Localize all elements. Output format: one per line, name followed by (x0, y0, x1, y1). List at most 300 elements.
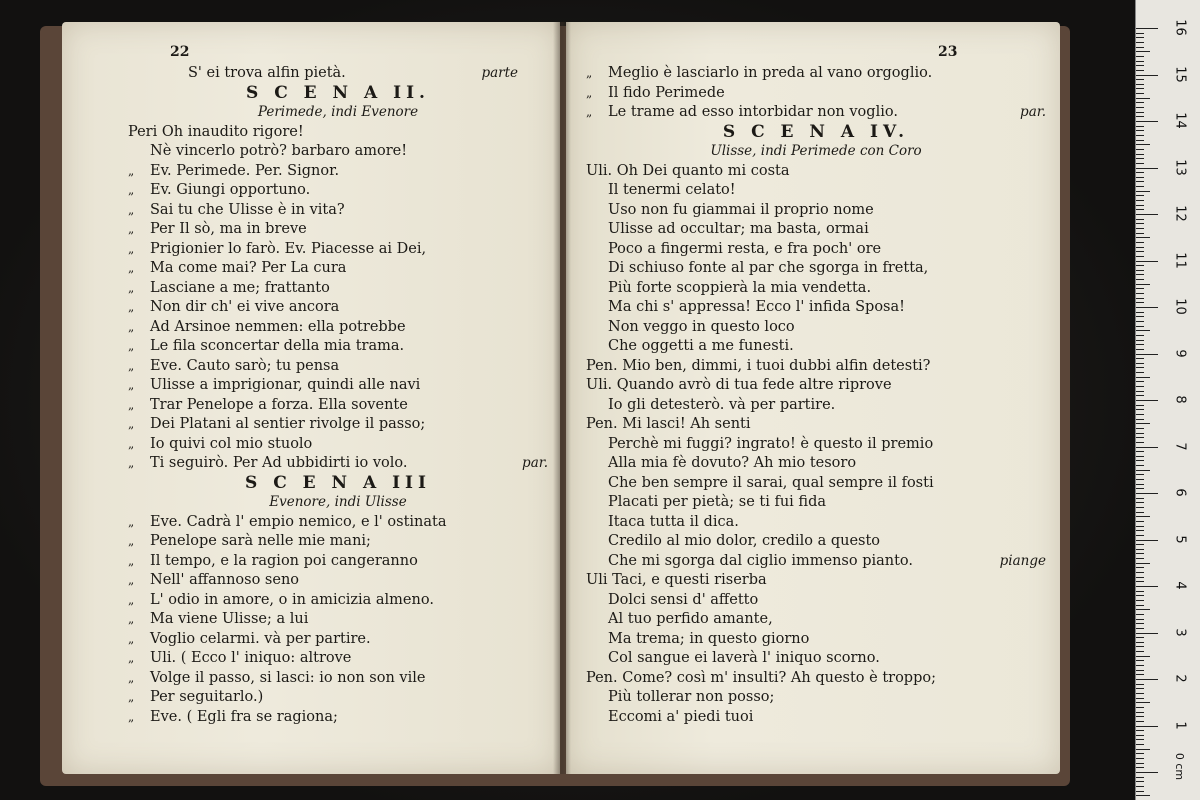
quote-mark: „ (586, 85, 593, 100)
line-text: Nell' affannoso seno (150, 572, 300, 588)
text-line (128, 552, 548, 572)
line-text: Perimede, indi Evenore (257, 104, 419, 120)
text-line (586, 688, 1046, 708)
scene-heading (128, 474, 548, 494)
text-line (586, 103, 1046, 123)
ruler-number: 15 (1172, 65, 1188, 83)
text-line (586, 318, 1046, 338)
line-text: Voglio celarmi. và per partire. (150, 630, 371, 647)
ruler-tick (1136, 749, 1150, 750)
ruler-tick (1136, 214, 1158, 215)
ruler-tick (1136, 98, 1150, 99)
text-line (586, 610, 1046, 630)
text-line (128, 513, 548, 533)
ruler-tick (1136, 340, 1144, 341)
ruler-tick (1136, 163, 1144, 164)
ruler-tick (1136, 423, 1150, 424)
line-text: Alla mia fè dovuto? Ah mio tesoro (608, 455, 857, 471)
ruler-tick (1136, 465, 1144, 466)
ruler-tick (1136, 247, 1144, 248)
ruler-tick (1136, 335, 1144, 336)
ruler-tick (1136, 205, 1144, 206)
ruler-tick (1136, 712, 1144, 713)
line-text: Il tenermi celato! (608, 182, 736, 198)
ruler-tick (1136, 488, 1144, 489)
ruler-number: 4 (1172, 581, 1188, 590)
ruler-tick (1136, 665, 1144, 666)
ruler-tick (1136, 219, 1144, 220)
ruler-tick (1136, 651, 1144, 652)
ruler-tick (1136, 493, 1158, 494)
text-line (128, 181, 548, 201)
line-text: Dei Platani al sentier rivolge il passo; (150, 416, 426, 432)
quote-mark: „ (128, 534, 135, 548)
text-line (586, 298, 1046, 318)
text-line (586, 630, 1046, 650)
ruler-tick (1136, 316, 1144, 317)
ruler-tick (1136, 540, 1158, 541)
text-line (128, 454, 548, 474)
line-text: Ma chi s' appressa! Ecco l' infida Sposa! (608, 299, 905, 315)
scene-cast (128, 493, 548, 513)
text-line (128, 123, 548, 143)
text-line (586, 435, 1046, 455)
ruler-tick (1136, 735, 1144, 736)
text-line (128, 162, 548, 182)
ruler-tick (1136, 65, 1144, 66)
text-line (128, 688, 548, 708)
text-line (128, 142, 548, 162)
ruler-tick (1136, 186, 1144, 187)
ruler-tick (1136, 637, 1144, 638)
ruler-tick (1136, 535, 1144, 536)
quote-mark: „ (586, 66, 593, 80)
text-line (128, 298, 548, 318)
ruler-tick (1136, 530, 1144, 531)
ruler-tick (1136, 628, 1144, 629)
ruler-tick (1136, 758, 1144, 759)
text-line (128, 708, 548, 728)
line-text: S' ei trova alfin pietà. (188, 65, 346, 81)
line-text: Penelope sarà nelle mie mani; (150, 533, 371, 549)
text-line (128, 337, 548, 357)
measurement-ruler (1135, 0, 1200, 800)
ruler-tick (1136, 512, 1144, 513)
text-line (586, 162, 1046, 182)
scene-cast (586, 142, 1046, 162)
ruler-tick (1136, 288, 1144, 289)
line-text: Trar Penelope a forza. Ella sovente (150, 396, 408, 413)
ruler-tick (1136, 730, 1144, 731)
line-text: Ad Arsinoe nemmen: ella potrebbe (150, 318, 406, 335)
ruler-tick (1136, 400, 1158, 401)
ruler-tick (1136, 484, 1144, 485)
ruler-tick (1136, 237, 1150, 238)
quote-mark: „ (128, 670, 135, 685)
ruler-tick (1136, 395, 1144, 396)
text-line (586, 376, 1046, 396)
ruler-tick (1136, 33, 1144, 34)
line-text: Uli. ( Ecco l' iniquo: altrove (150, 650, 352, 666)
ruler-tick (1136, 460, 1144, 461)
line-text: Evenore, indi Ulisse (269, 494, 407, 510)
text-line (128, 532, 548, 552)
text-line (128, 396, 548, 416)
ruler-tick (1136, 326, 1144, 327)
quote-mark: „ (128, 417, 135, 431)
ruler-tick (1136, 191, 1150, 192)
line-text: Peri Oh inaudito rigore! (128, 123, 304, 140)
line-text: Ulisse a imprigionar, quindi alle navi (150, 377, 421, 393)
ruler-tick (1136, 777, 1144, 778)
quote-mark: „ (128, 261, 135, 275)
line-text: Nè vincerlo potrò? barbaro amore! (150, 143, 408, 159)
ruler-number: 1 (1172, 720, 1188, 730)
line-text: Pen. Come? così m' insulti? Ah questo è troppo; (586, 669, 936, 686)
text-line (128, 630, 548, 650)
ruler-tick (1136, 516, 1150, 517)
scene-heading (586, 123, 1046, 143)
ruler-tick (1136, 470, 1150, 471)
page-number: 23 (938, 44, 958, 60)
text-line (586, 571, 1046, 591)
text-line (128, 64, 548, 84)
ruler-tick (1136, 372, 1144, 373)
ruler-tick (1136, 135, 1144, 136)
text-line (586, 552, 1046, 572)
ruler-tick (1136, 158, 1144, 159)
ruler-tick (1136, 660, 1144, 661)
text-line (586, 669, 1046, 689)
stage-direction: parte (481, 65, 518, 81)
ruler-tick (1136, 674, 1144, 675)
text-line (128, 357, 548, 377)
ruler-tick (1136, 479, 1144, 480)
line-text: Al tuo perfido amante, (608, 611, 773, 627)
ruler-tick (1136, 558, 1144, 559)
quote-mark: „ (128, 163, 135, 178)
ruler-tick (1136, 684, 1144, 685)
ruler-tick (1136, 242, 1144, 243)
ruler-tick (1136, 419, 1144, 420)
ruler-tick (1136, 302, 1144, 303)
quote-mark: „ (128, 300, 135, 314)
ruler-tick (1136, 177, 1144, 178)
line-text: Per seguitarlo.) (150, 689, 264, 705)
ruler-tick (1136, 102, 1144, 103)
ruler-tick (1136, 633, 1158, 634)
line-text: Dolci sensi d' affetto (608, 591, 759, 608)
line-text: Volge il passo, si lasci: io non son vile (150, 669, 426, 686)
ruler-tick (1136, 726, 1158, 727)
quote-mark: „ (128, 612, 135, 626)
ruler-tick (1136, 433, 1144, 434)
ruler-tick (1136, 656, 1150, 657)
ruler-tick (1136, 670, 1144, 671)
ruler-number: 2 (1172, 674, 1188, 683)
ruler-tick (1136, 344, 1144, 345)
text-line (586, 454, 1046, 474)
ruler-tick (1136, 688, 1144, 689)
right-page (566, 22, 1060, 774)
ruler-tick (1136, 544, 1144, 545)
ruler-tick (1136, 679, 1158, 680)
ruler-tick (1136, 409, 1144, 410)
ruler-tick (1136, 93, 1144, 94)
text-line (586, 513, 1046, 533)
text-line (586, 474, 1046, 494)
ruler-tick (1136, 112, 1144, 113)
ruler-tick (1136, 279, 1144, 280)
page-number: 22 (170, 44, 190, 60)
ruler-tick (1136, 605, 1144, 606)
text-line (128, 376, 548, 396)
quote-mark: „ (128, 456, 135, 470)
ruler-tick (1136, 391, 1144, 392)
quote-mark: „ (128, 358, 135, 373)
ruler-unit: 0 cm (1173, 752, 1187, 781)
text-line (128, 415, 548, 435)
text-line (586, 220, 1046, 240)
ruler-number: 9 (1172, 348, 1188, 358)
ruler-tick (1136, 591, 1144, 592)
text-line (128, 279, 548, 299)
ruler-tick (1136, 405, 1144, 406)
text-block (586, 64, 1046, 727)
line-text: S C E N A IV. (722, 122, 910, 142)
quote-mark: „ (128, 436, 135, 451)
line-text: Le fila sconcertar della mia trama. (150, 338, 405, 354)
ruler-tick (1136, 130, 1144, 131)
ruler-number: 14 (1172, 112, 1188, 129)
ruler-tick (1136, 330, 1150, 331)
ruler-tick (1136, 107, 1144, 108)
quote-mark: „ (128, 651, 135, 665)
ruler-tick (1136, 256, 1144, 257)
ruler-tick (1136, 386, 1144, 387)
ruler-tick (1136, 642, 1144, 643)
ruler-tick (1136, 763, 1144, 764)
ruler-tick (1136, 600, 1144, 601)
ruler-tick (1136, 474, 1144, 475)
text-line (586, 357, 1046, 377)
book-gutter (553, 22, 571, 774)
line-text: Lasciane a me; frattanto (150, 279, 330, 296)
text-line (128, 610, 548, 630)
text-line (128, 571, 548, 591)
ruler-tick (1136, 251, 1144, 252)
ruler-tick (1136, 312, 1144, 313)
text-line (128, 220, 548, 240)
line-text: Uli. Quando avrò di tua fede altre riprove (586, 377, 892, 393)
ruler-tick (1136, 572, 1144, 573)
ruler-tick (1136, 233, 1144, 234)
ruler-tick (1136, 377, 1150, 378)
line-text: Meglio è lasciarlo in preda al vano orgoglio. (608, 65, 933, 81)
quote-mark: „ (128, 514, 135, 529)
ruler-tick (1136, 28, 1158, 29)
quote-mark: „ (128, 222, 135, 236)
ruler-number: 13 (1172, 158, 1188, 176)
line-text: Le trame ad esso intorbidar non voglio. (608, 104, 898, 120)
quote-mark: „ (128, 280, 135, 295)
ruler-tick (1136, 707, 1144, 708)
ruler-tick (1136, 507, 1144, 508)
text-line (128, 318, 548, 338)
ruler-tick (1136, 795, 1150, 796)
ruler-tick (1136, 261, 1158, 262)
ruler-number: 10 (1172, 298, 1188, 315)
quote-mark: „ (128, 319, 135, 334)
ruler-tick (1136, 526, 1144, 527)
scene-heading (128, 84, 548, 104)
ruler-tick (1136, 56, 1144, 57)
line-text: Eve. ( Egli fra se ragiona; (150, 708, 338, 725)
text-line (586, 240, 1046, 260)
ruler-tick (1136, 354, 1158, 355)
ruler-tick (1136, 88, 1144, 89)
ruler-tick (1136, 144, 1150, 145)
ruler-tick (1136, 698, 1144, 699)
line-text: Per Il sò, ma in breve (150, 221, 307, 237)
ruler-tick (1136, 358, 1144, 359)
ruler-tick (1136, 284, 1150, 285)
ruler-tick (1136, 149, 1144, 150)
ruler-tick (1136, 753, 1144, 754)
ruler-tick (1136, 61, 1144, 62)
text-line (586, 591, 1046, 611)
text-line (128, 201, 548, 221)
ruler-tick (1136, 367, 1144, 368)
ruler-tick (1136, 307, 1158, 308)
ruler-tick (1136, 428, 1144, 429)
ruler-tick (1136, 140, 1144, 141)
ruler-number: 12 (1172, 205, 1188, 222)
text-line (586, 493, 1046, 513)
ruler-tick (1136, 646, 1144, 647)
ruler-number: 6 (1172, 488, 1188, 497)
ruler-tick (1136, 70, 1144, 71)
ruler-number: 11 (1172, 251, 1188, 269)
ruler-tick (1136, 595, 1144, 596)
line-text: Più forte scoppierà la mia vendetta. (608, 279, 872, 296)
stage-direction: par. (522, 455, 548, 471)
ruler-tick (1136, 781, 1144, 782)
line-text: Itaca tutta il dica. (608, 513, 739, 530)
ruler-tick (1136, 498, 1144, 499)
ruler-tick (1136, 456, 1144, 457)
ruler-tick (1136, 442, 1144, 443)
ruler-tick (1136, 195, 1144, 196)
line-text: Credilo al mio dolor, credilo a questo (608, 533, 881, 549)
ruler-tick (1136, 623, 1144, 624)
ruler-tick (1136, 168, 1158, 169)
ruler-tick (1136, 228, 1144, 229)
ruler-tick (1136, 79, 1144, 80)
ruler-tick (1136, 47, 1144, 48)
ruler-tick (1136, 581, 1144, 582)
line-text: Non dir ch' ei vive ancora (150, 299, 340, 315)
ruler-tick (1136, 721, 1144, 722)
quote-mark: „ (128, 241, 135, 256)
ruler-tick (1136, 270, 1144, 271)
ruler-tick (1136, 567, 1144, 568)
ruler-tick (1136, 293, 1144, 294)
text-line (586, 337, 1046, 357)
ruler-tick (1136, 786, 1144, 787)
ruler-tick (1136, 716, 1144, 717)
ruler-tick (1136, 42, 1144, 43)
ruler-tick (1136, 447, 1158, 448)
ruler-tick (1136, 172, 1144, 173)
ruler-tick (1136, 321, 1144, 322)
stage-direction: par. (1020, 104, 1046, 120)
left-page (62, 22, 560, 774)
line-text: Io quivi col mio stuolo (150, 435, 313, 452)
text-line (128, 591, 548, 611)
quote-mark: „ (128, 339, 135, 353)
ruler-tick (1136, 126, 1144, 127)
line-text: Sai tu che Ulisse è in vita? (150, 201, 345, 218)
ruler-tick (1136, 84, 1144, 85)
quote-mark: „ (128, 183, 135, 197)
quote-mark: „ (128, 592, 135, 607)
line-text: Più tollerar non posso; (608, 689, 775, 705)
ruler-number: 5 (1172, 534, 1188, 544)
ruler-tick (1136, 209, 1144, 210)
text-line (586, 259, 1046, 279)
line-text: Ma viene Ulisse; a lui (150, 611, 309, 627)
ruler-tick (1136, 414, 1144, 415)
ruler-tick (1136, 586, 1158, 587)
line-text: Poco a fingermi resta, e fra poch' ore (608, 240, 882, 257)
ruler-number: 7 (1172, 441, 1188, 451)
text-line (586, 181, 1046, 201)
ruler-tick (1136, 116, 1144, 117)
line-text: L' odio in amore, o in amicizia almeno. (150, 591, 434, 608)
text-line (586, 84, 1046, 104)
line-text: Prigionier lo farò. Ev. Piacesse ai Dei, (150, 240, 427, 257)
line-text: Eve. Cadrà l' empio nemico, e l' ostinata (150, 513, 447, 530)
line-text: Pen. Mi lasci! Ah senti (586, 416, 751, 432)
quote-mark: „ (128, 553, 135, 568)
line-text: Ma come mai? Per La cura (150, 260, 347, 276)
line-text: Io gli detesterò. và per partire. (608, 396, 836, 413)
text-line (586, 279, 1046, 299)
ruler-tick (1136, 181, 1144, 182)
ruler-tick (1136, 363, 1144, 364)
line-text: Non veggo in questo loco (608, 318, 795, 335)
line-text: Perchè mi fuggi? ingrato! è questo il premio (608, 435, 934, 452)
ruler-tick (1136, 702, 1150, 703)
line-text: Pen. Mio ben, dimmi, i tuoi dubbi alfin detesti? (586, 357, 931, 374)
text-line (586, 396, 1046, 416)
line-text: Uso non fu giammai il proprio nome (608, 201, 874, 218)
line-text: Di schiuso fonte al par che sgorga in fretta, (608, 260, 929, 276)
text-line (586, 415, 1046, 435)
ruler-tick (1136, 521, 1144, 522)
ruler-tick (1136, 265, 1144, 266)
ruler-tick (1136, 772, 1158, 773)
line-text: Uli Taci, e questi riserba (586, 572, 767, 588)
ruler-tick (1136, 121, 1158, 122)
ruler-tick (1136, 200, 1144, 201)
line-text: Il tempo, e la ragion poi cangeranno (150, 552, 418, 569)
ruler-tick (1136, 577, 1144, 578)
ruler-tick (1136, 437, 1144, 438)
line-text: Uli. Oh Dei quanto mi costa (586, 162, 790, 179)
quote-mark: „ (128, 631, 135, 646)
